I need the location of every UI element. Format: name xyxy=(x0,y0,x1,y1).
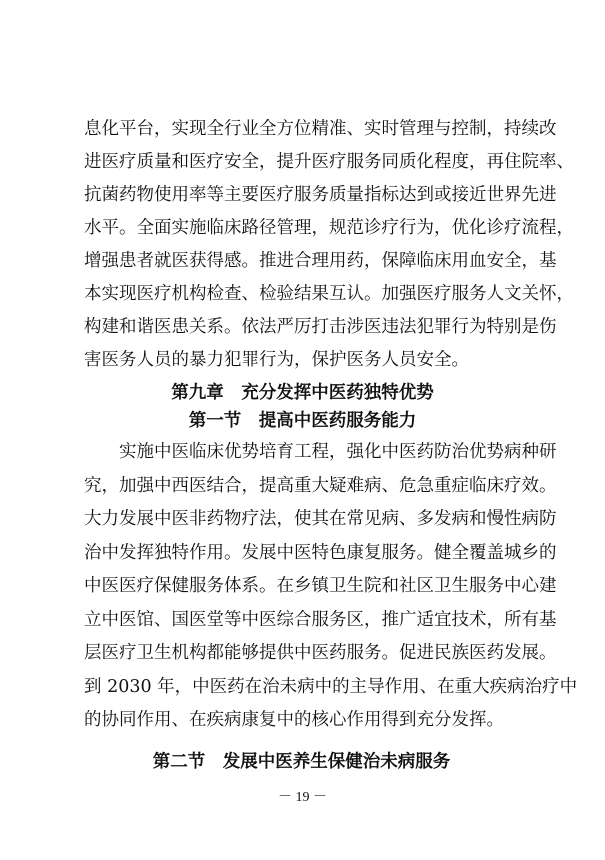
text-line: 到 2030 年，中医药在治未病中的主导作用、在重大疾病治疗中 xyxy=(84,677,578,697)
text-line: 本实现医疗机构检查、检验结果互认。加强医疗服务人文关怀， xyxy=(84,284,574,304)
text-line: 害医务人员的暴力犯罪行为，保护医务人员安全。 xyxy=(84,350,469,370)
text-line: 中医医疗保健服务体系。在乡镇卫生院和社区卫生服务中心建 xyxy=(84,576,557,596)
section-title: 第二节 发展中医养生保健治未病服务 xyxy=(152,752,451,772)
text-line: 构建和谐医患关系。依法严厉打击涉医违法犯罪行为特别是伤 xyxy=(84,317,557,337)
text-line: 立中医馆、国医堂等中医综合服务区，推广适宜技术，所有基 xyxy=(84,610,557,630)
text-line: 的协同作用、在疾病康复中的核心作用得到充分发挥。 xyxy=(84,710,504,730)
text-line: 层医疗卫生机构都能够提供中医药服务。促进民族医药发展。 xyxy=(84,643,557,663)
text-line: 治中发挥独特作用。发展中医特色康复服务。健全覆盖城乡的 xyxy=(84,543,557,563)
text-line: 实施中医临床优势培育工程，强化中医药防治优势病种研 xyxy=(84,442,557,462)
page-number: － 19 － xyxy=(278,790,327,805)
text-line: 大力发展中医非药物疗法，使其在常见病、多发病和慢性病防 xyxy=(84,509,557,529)
chapter-title: 第九章 充分发挥中医药独特优势 xyxy=(171,383,434,403)
text-line: 进医疗质量和医疗安全，提升医疗服务同质化程度，再住院率、 xyxy=(84,152,574,172)
text-line: 息化平台，实现全行业全方位精准、实时管理与控制，持续改 xyxy=(84,119,557,139)
text-line: 抗菌药物使用率等主要医疗服务质量指标达到或接近世界先进 xyxy=(84,185,557,205)
text-line: 增强患者就医获得感。推进合理用药，保障临床用血安全，基 xyxy=(84,251,557,271)
text-line: 究，加强中西医结合，提高重大疑难病、危急重症临床疗效。 xyxy=(84,476,557,496)
section-title: 第一节 提高中医药服务能力 xyxy=(188,411,417,431)
text-line: 水平。全面实施临床路径管理，规范诊疗行为，优化诊疗流程， xyxy=(84,218,574,238)
